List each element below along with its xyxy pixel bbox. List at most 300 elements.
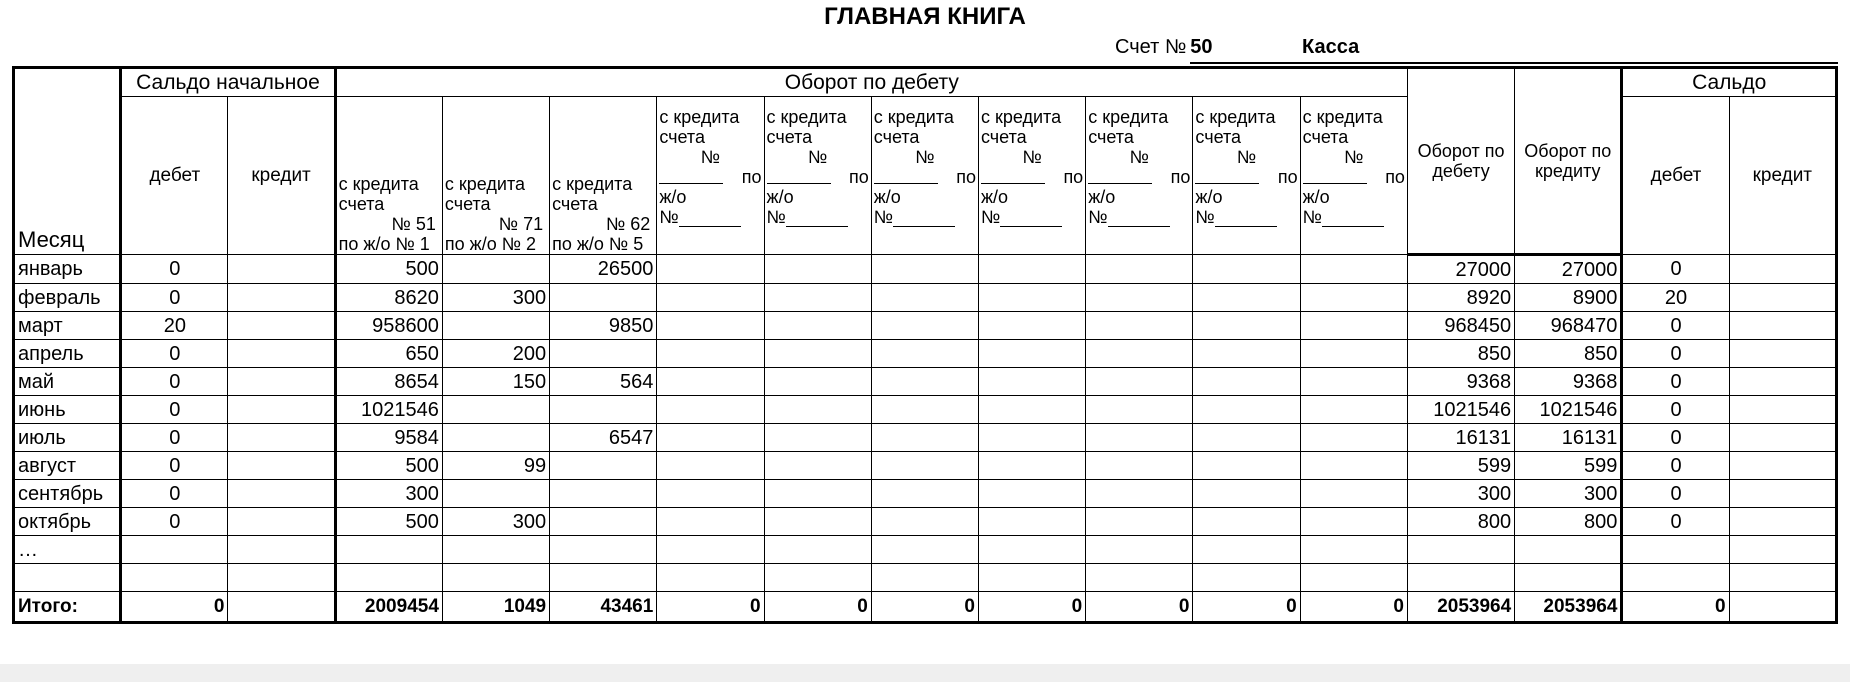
closing-credit-cell [1729, 536, 1836, 564]
of-account-text: счета [444, 194, 491, 214]
blank-cell-value [657, 536, 764, 564]
blank-credit-account-header [871, 97, 978, 255]
blank-cell-value [657, 452, 764, 480]
debit-turnover-cell: 800 [1407, 508, 1514, 536]
blank-account-line [874, 167, 976, 187]
blank-cell-value [1193, 536, 1300, 564]
blank-jo-number-line [659, 207, 761, 227]
number-sign: № [1236, 147, 1257, 167]
total-closing-credit [1729, 592, 1836, 623]
month-cell: июль [14, 424, 121, 452]
jo-text: ж/о [980, 187, 1009, 207]
credit-turnover-cell: 968470 [1515, 312, 1622, 340]
blank-cell-value [871, 536, 978, 564]
closing-debit-cell [1622, 536, 1729, 564]
credit-turnover-cell [1515, 564, 1622, 592]
number-sign: № [1302, 207, 1322, 227]
of-account-text: счета [659, 127, 705, 147]
credit-account-number: № 62 [605, 214, 651, 234]
credit-turnover-cell: 300 [1515, 480, 1622, 508]
opening-credit-cell [228, 255, 335, 284]
of-account-text: счета [552, 194, 598, 214]
number-sign: № [1129, 147, 1149, 167]
total-closing-debit: 0 [1622, 592, 1729, 623]
blank-cell-value [1193, 452, 1300, 480]
from-credit-text: с кредита [444, 174, 526, 194]
journal-order-ref: по ж/о № 1 [338, 234, 430, 254]
blank-cell-value [871, 368, 978, 396]
table-row [14, 368, 1837, 396]
blank-cell-value [764, 480, 871, 508]
credit-51-cell: 8620 [335, 284, 442, 312]
blank-cell-value [978, 508, 1085, 536]
blank-cell-value [764, 424, 871, 452]
credit-51-cell [335, 536, 442, 564]
po-text: по [1277, 167, 1298, 187]
blank-cell-value [1086, 312, 1193, 340]
credit-62-cell [550, 480, 657, 508]
debit-turnover-header: Оборот по дебету [335, 68, 1407, 97]
debit-turnover-cell: 599 [1407, 452, 1514, 480]
blank-underline [1108, 210, 1170, 227]
totals-row [14, 592, 1837, 623]
debit-turnover-cell: 968450 [1407, 312, 1514, 340]
opening-debit-cell [121, 536, 228, 564]
blank-cell-value [978, 452, 1085, 480]
total-opening-debit: 0 [121, 592, 228, 623]
credit-62-cell [550, 564, 657, 592]
closing-credit-cell [1729, 284, 1836, 312]
credit-51-cell: 958600 [335, 312, 442, 340]
account-label: Счет № [1115, 36, 1187, 58]
credit-62-cell: 564 [550, 368, 657, 396]
closing-credit-header: кредит [1729, 97, 1836, 255]
closing-debit-cell [1622, 564, 1729, 592]
blank-cell-value [1086, 452, 1193, 480]
blank-cell-value [1300, 452, 1407, 480]
blank-cell-value [978, 396, 1085, 424]
blank-cell-value [978, 340, 1085, 368]
blank-cell-value [657, 284, 764, 312]
debit-turnover-cell: 8920 [1407, 284, 1514, 312]
blank-cell-value [764, 255, 871, 284]
blank-cell-value [1193, 340, 1300, 368]
po-text: по [849, 167, 869, 187]
number-sign: № [808, 147, 828, 167]
number-sign: № [766, 207, 786, 227]
blank-cell-value [871, 312, 978, 340]
credit-62-cell [550, 452, 657, 480]
opening-debit-cell: 20 [121, 312, 228, 340]
credit-turnover-cell: 800 [1515, 508, 1622, 536]
number-sign: № [915, 147, 935, 167]
blank-account-line [767, 167, 869, 187]
blank-cell-value [1193, 312, 1300, 340]
from-credit-text: с кредита [1088, 107, 1169, 127]
number-sign: № [1195, 207, 1215, 227]
closing-credit-cell [1729, 255, 1836, 284]
total-blank: 0 [657, 592, 764, 623]
credit-62-cell: 9850 [550, 312, 657, 340]
blank-cell-value [1193, 255, 1300, 284]
opening-debit-cell: 0 [121, 508, 228, 536]
closing-debit-cell: 0 [1622, 396, 1729, 424]
month-cell: апрель [14, 340, 121, 368]
table-row [14, 564, 1837, 592]
total-credit-71: 1049 [442, 592, 549, 623]
blank-cell-value [1300, 312, 1407, 340]
total-opening-credit [228, 592, 335, 623]
debit-turnover-cell: 300 [1407, 480, 1514, 508]
blank-cell-value [871, 255, 978, 284]
table-row [14, 480, 1837, 508]
credit-71-cell: 200 [442, 340, 549, 368]
opening-debit-cell: 0 [121, 284, 228, 312]
blank-jo-number-line [981, 207, 1083, 227]
blank-underline [1215, 210, 1277, 227]
blank-underline [1303, 167, 1367, 184]
opening-credit-cell [228, 424, 335, 452]
credit-51-cell: 500 [335, 255, 442, 284]
blank-cell-value [978, 255, 1085, 284]
blank-cell-value [764, 536, 871, 564]
credit-62-cell [550, 508, 657, 536]
blank-jo-number-line [1088, 207, 1190, 227]
closing-debit-cell: 0 [1622, 312, 1729, 340]
blank-cell-value [1300, 396, 1407, 424]
table-row [14, 452, 1837, 480]
opening-debit-cell: 0 [121, 396, 228, 424]
jo-text: ж/о [766, 187, 794, 207]
opening-debit-cell: 0 [121, 340, 228, 368]
from-credit-text: с кредита [873, 107, 954, 127]
credit-account-header [442, 97, 549, 255]
opening-credit-cell [228, 536, 335, 564]
blank-cell-value [871, 564, 978, 592]
total-credit-turnover: 2053964 [1515, 592, 1622, 623]
blank-account-line [1303, 167, 1405, 187]
blank-underline [893, 210, 955, 227]
month-cell: февраль [14, 284, 121, 312]
debit-total-header [1407, 68, 1514, 255]
header-row-groups [14, 68, 1837, 97]
blank-cell-value [871, 340, 978, 368]
credit-71-cell [442, 480, 549, 508]
of-account-text: счета [1302, 127, 1349, 147]
opening-debit-cell: 0 [121, 255, 228, 284]
blank-cell-value [764, 452, 871, 480]
month-cell: август [14, 452, 121, 480]
credit-71-cell [442, 424, 549, 452]
closing-credit-cell [1729, 340, 1836, 368]
blank-cell-value [657, 508, 764, 536]
credit-62-cell [550, 284, 657, 312]
opening-credit-cell [228, 508, 335, 536]
blank-underline [1322, 210, 1384, 227]
blank-underline [767, 167, 831, 184]
month-cell: январь [14, 255, 121, 284]
jo-text: ж/о [1088, 187, 1116, 207]
month-cell: март [14, 312, 121, 340]
closing-credit-cell [1729, 396, 1836, 424]
opening-debit-cell: 0 [121, 368, 228, 396]
blank-cell-value [871, 452, 978, 480]
blank-cell-value [657, 368, 764, 396]
closing-debit-cell: 0 [1622, 255, 1729, 284]
closing-balance-header: Сальдо [1622, 68, 1837, 97]
opening-credit-cell [228, 452, 335, 480]
blank-cell-value [871, 480, 978, 508]
debit-turnover-cell [1407, 564, 1514, 592]
blank-credit-account-header [657, 97, 764, 255]
of-account-text: счета [980, 127, 1027, 147]
total-blank: 0 [1086, 592, 1193, 623]
credit-total-header [1515, 68, 1622, 255]
credit-62-cell: 26500 [550, 255, 657, 284]
blank-cell-value [978, 284, 1085, 312]
month-cell: октябрь [14, 508, 121, 536]
table-row [14, 312, 1837, 340]
opening-credit-cell [228, 340, 335, 368]
table-row [14, 255, 1837, 284]
blank-cell-value [657, 396, 764, 424]
blank-account-line [1088, 167, 1190, 187]
blank-jo-number-line [767, 207, 869, 227]
blank-cell-value [871, 396, 978, 424]
blank-cell-value [978, 480, 1085, 508]
of-account-text: счета [766, 127, 813, 147]
blank-cell-value [1300, 284, 1407, 312]
closing-credit-cell [1729, 508, 1836, 536]
closing-debit-cell: 0 [1622, 368, 1729, 396]
blank-cell-value [764, 564, 871, 592]
blank-underline [981, 167, 1045, 184]
number-sign: № [659, 207, 679, 227]
table-row [14, 396, 1837, 424]
blank-underline [874, 167, 938, 184]
credit-62-cell: 6547 [550, 424, 657, 452]
debit-turnover-cell: 27000 [1407, 255, 1514, 284]
opening-debit-cell: 0 [121, 452, 228, 480]
month-cell: май [14, 368, 121, 396]
of-account-text: счета [1195, 127, 1242, 147]
total-credit-51: 2009454 [335, 592, 442, 623]
credit-71-cell [442, 312, 549, 340]
journal-order-ref: по ж/о № 5 [552, 234, 644, 254]
debit-turnover-cell: 16131 [1407, 424, 1514, 452]
from-credit-text: с кредита [766, 107, 847, 127]
po-text: по [956, 167, 976, 187]
debit-turnover-cell: 9368 [1407, 368, 1514, 396]
blank-cell-value [657, 340, 764, 368]
opening-debit-cell: 0 [121, 424, 228, 452]
blank-cell-value [1300, 368, 1407, 396]
closing-debit-cell: 0 [1622, 480, 1729, 508]
blank-cell-value [657, 424, 764, 452]
blank-cell-value [1193, 564, 1300, 592]
blank-cell-value [657, 480, 764, 508]
table-row [14, 536, 1837, 564]
closing-debit-header: дебет [1622, 97, 1729, 255]
month-cell: … [14, 536, 121, 564]
blank-underline [659, 167, 723, 184]
of-account-text: счета [1088, 127, 1134, 147]
closing-debit-cell: 0 [1622, 508, 1729, 536]
blank-cell-value [1086, 508, 1193, 536]
from-credit-text: с кредита [1195, 107, 1276, 127]
blank-cell-value [764, 368, 871, 396]
blank-cell-value [1300, 536, 1407, 564]
blank-cell-value [1086, 480, 1193, 508]
credit-51-cell: 300 [335, 480, 442, 508]
blank-credit-account-header [1193, 97, 1300, 255]
blank-cell-value [871, 424, 978, 452]
blank-cell-value [871, 508, 978, 536]
from-credit-text: с кредита [659, 107, 740, 127]
opening-debit-header: дебет [121, 97, 228, 255]
blank-underline [1088, 167, 1152, 184]
account-line [1115, 36, 1360, 59]
blank-jo-number-line [1303, 207, 1405, 227]
closing-debit-cell: 0 [1622, 340, 1729, 368]
credit-62-cell [550, 340, 657, 368]
blank-cell-value [978, 536, 1085, 564]
closing-credit-cell [1729, 564, 1836, 592]
po-text: по [741, 167, 762, 187]
from-credit-text: с кредита [980, 107, 1062, 127]
account-name: Касса [1302, 36, 1360, 58]
opening-debit-cell: 0 [121, 480, 228, 508]
credit-62-cell [550, 536, 657, 564]
closing-credit-cell [1729, 452, 1836, 480]
jo-text: ж/о [1302, 187, 1330, 207]
blank-cell-value [764, 340, 871, 368]
credit-51-cell: 500 [335, 508, 442, 536]
table-row [14, 508, 1837, 536]
number-sign: № [1344, 147, 1364, 167]
month-cell: сентябрь [14, 480, 121, 508]
blank-credit-account-header [978, 97, 1085, 255]
blank-cell-value [1086, 424, 1193, 452]
opening-credit-header: кредит [228, 97, 335, 255]
blank-cell-value [978, 424, 1085, 452]
blank-cell-value [978, 312, 1085, 340]
credit-71-cell: 150 [442, 368, 549, 396]
number-sign: № [1088, 207, 1108, 227]
total-blank: 0 [978, 592, 1085, 623]
closing-debit-cell: 0 [1622, 452, 1729, 480]
blank-cell-value [1193, 508, 1300, 536]
closing-credit-cell [1729, 368, 1836, 396]
debit-turnover-cell: 850 [1407, 340, 1514, 368]
credit-turnover-cell [1515, 536, 1622, 564]
month-cell [14, 564, 121, 592]
blank-credit-account-header [1086, 97, 1193, 255]
po-text: по [1063, 167, 1084, 187]
blank-cell-value [978, 368, 1085, 396]
blank-cell-value [764, 508, 871, 536]
table-row [14, 424, 1837, 452]
blank-cell-value [871, 284, 978, 312]
page-title: ГЛАВНАЯ КНИГА [824, 3, 1026, 30]
closing-credit-cell [1729, 480, 1836, 508]
blank-account-line [659, 167, 761, 187]
closing-credit-cell [1729, 312, 1836, 340]
total-debit-turnover: 2053964 [1407, 592, 1514, 623]
blank-cell-value [1086, 368, 1193, 396]
opening-credit-cell [228, 312, 335, 340]
account-number: 50 [1190, 36, 1213, 58]
blank-jo-number-line [874, 207, 976, 227]
blank-cell-value [1193, 424, 1300, 452]
opening-credit-cell [228, 396, 335, 424]
opening-credit-cell [228, 480, 335, 508]
total-blank: 0 [1193, 592, 1300, 623]
journal-order-ref: по ж/о № 2 [444, 234, 537, 254]
month-header: Месяц [14, 68, 121, 255]
credit-account-header [335, 97, 442, 255]
blank-cell-value [1300, 480, 1407, 508]
from-credit-text: с кредита [338, 174, 419, 194]
blank-cell-value [1193, 368, 1300, 396]
opening-credit-cell [228, 368, 335, 396]
po-text: по [1385, 167, 1405, 187]
blank-credit-account-header [764, 97, 871, 255]
credit-71-cell: 300 [442, 508, 549, 536]
blank-account-line [1195, 167, 1297, 187]
blank-cell-value [657, 255, 764, 284]
number-sign: № [980, 207, 1001, 227]
blank-cell-value [1300, 508, 1407, 536]
blank-cell-value [1193, 480, 1300, 508]
blank-jo-number-line [1195, 207, 1297, 227]
blank-cell-value [1300, 424, 1407, 452]
table-row [14, 284, 1837, 312]
blank-underline [1195, 167, 1259, 184]
blank-cell-value [1086, 255, 1193, 284]
opening-credit-cell [228, 284, 335, 312]
total-blank: 0 [764, 592, 871, 623]
credit-turnover-cell: 1021546 [1515, 396, 1622, 424]
po-text: по [1170, 167, 1191, 187]
blank-cell-value [1086, 284, 1193, 312]
blank-cell-value [764, 396, 871, 424]
opening-credit-cell [228, 564, 335, 592]
credit-account-header [550, 97, 657, 255]
bottom-strip [0, 664, 1850, 682]
blank-underline [786, 210, 848, 227]
credit-turnover-cell: 16131 [1515, 424, 1622, 452]
blank-cell-value [1086, 340, 1193, 368]
blank-cell-value [1086, 564, 1193, 592]
of-account-text: счета [338, 194, 385, 214]
blank-credit-account-header [1300, 97, 1407, 255]
credit-71-cell: 99 [442, 452, 549, 480]
blank-cell-value [1300, 255, 1407, 284]
credit-71-cell [442, 255, 549, 284]
credit-account-number: № 71 [498, 214, 544, 234]
credit-account-number: № 51 [391, 214, 436, 234]
blank-underline [679, 210, 741, 227]
credit-71-cell [442, 564, 549, 592]
credit-turnover-cell: 8900 [1515, 284, 1622, 312]
totals-label: Итого: [14, 592, 121, 623]
of-account-text: счета [873, 127, 920, 147]
blank-cell-value [1300, 564, 1407, 592]
blank-cell-value [764, 312, 871, 340]
account-underline [1190, 62, 1838, 64]
credit-71-cell [442, 396, 549, 424]
